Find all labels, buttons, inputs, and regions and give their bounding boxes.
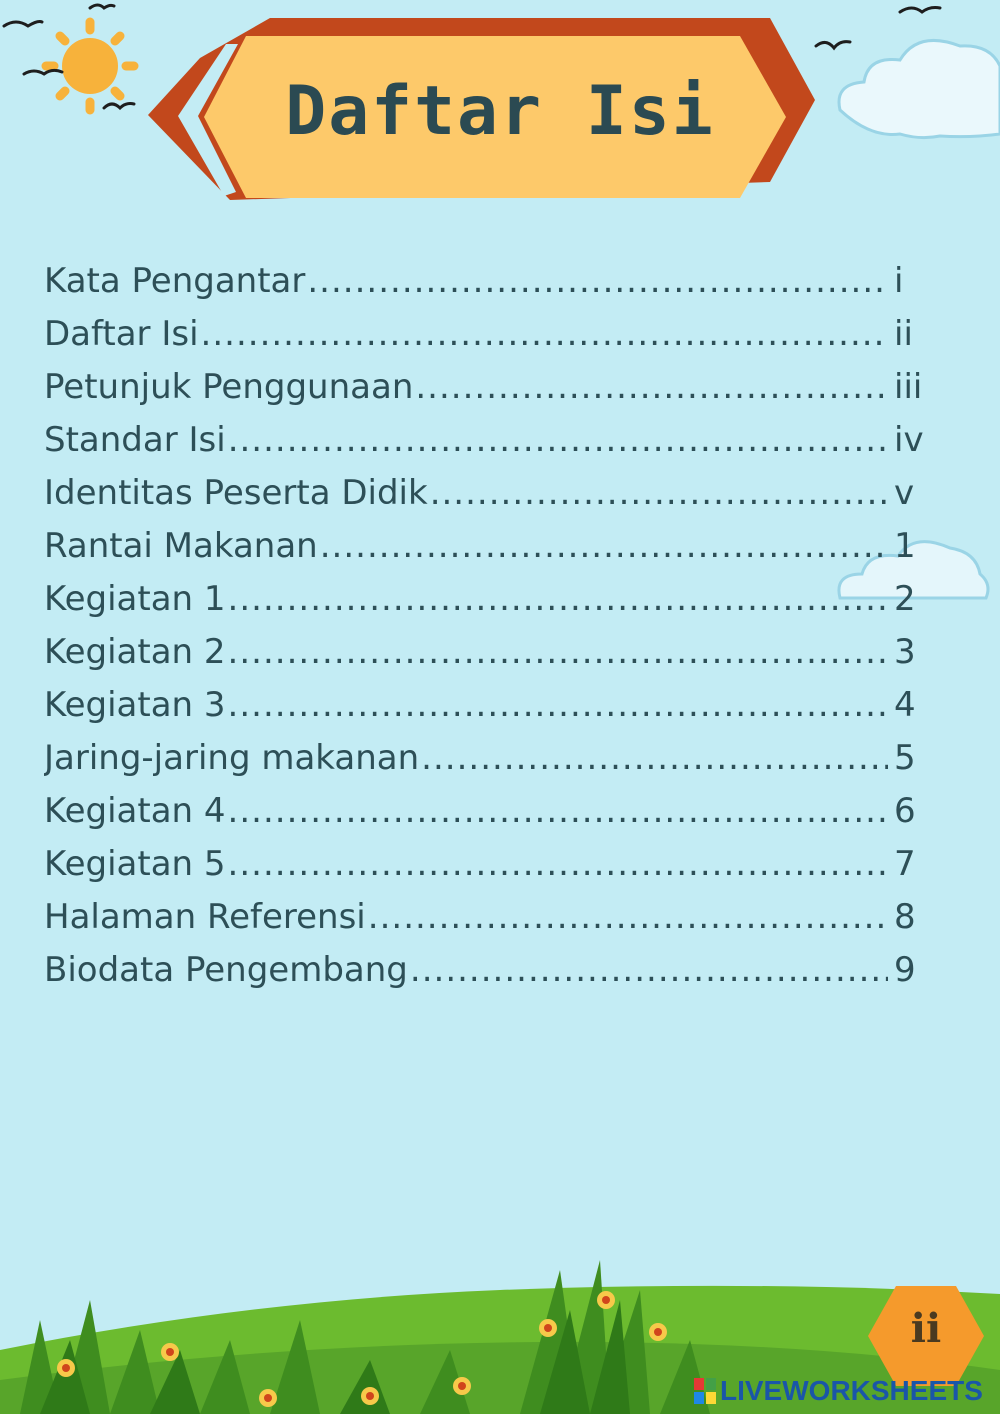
toc-page: 5 [894, 738, 916, 778]
page-title: Daftar Isi [285, 72, 715, 151]
toc-label: Kegiatan 3 [44, 685, 226, 725]
toc-label: Petunjuk Penggunaan [44, 367, 414, 407]
toc-entry[interactable] [44, 725, 924, 778]
brand-name: LIVEWORKSHEETS [720, 1375, 983, 1406]
brand-logo[interactable] [694, 1374, 983, 1408]
toc-entry[interactable] [44, 619, 924, 672]
leader-dots [415, 367, 888, 407]
leader-dots [228, 632, 888, 672]
toc-page: iv [894, 420, 924, 460]
toc-label: Daftar Isi [44, 314, 199, 354]
toc-page: 4 [894, 685, 916, 725]
leader-dots [410, 950, 888, 990]
leader-dots [430, 473, 888, 513]
leader-dots [228, 685, 888, 725]
toc-label: Identitas Peserta Didik [44, 473, 428, 513]
leader-dots [421, 738, 888, 778]
toc-entry[interactable] [44, 301, 924, 354]
toc-entry[interactable] [44, 937, 924, 990]
toc-entry[interactable] [44, 884, 924, 937]
toc-page: 7 [894, 844, 916, 884]
leader-dots [201, 314, 888, 354]
title-banner [0, 0, 1000, 230]
toc-entry[interactable] [44, 831, 924, 884]
toc-page: 2 [894, 579, 916, 619]
toc-label: Jaring-jaring makanan [44, 738, 420, 778]
toc-page: ii [894, 314, 913, 354]
toc-page: v [894, 473, 915, 513]
toc-label: Halaman Referensi [44, 897, 366, 937]
leader-dots [320, 526, 888, 566]
toc-page: 9 [894, 950, 916, 990]
toc-entry[interactable] [44, 407, 924, 460]
page-number: ii [910, 1305, 942, 1352]
toc-page: i [894, 261, 904, 301]
cloud-icon [839, 40, 1000, 137]
toc-entry[interactable] [44, 460, 924, 513]
toc-entry[interactable] [44, 354, 924, 407]
toc-page: 1 [894, 526, 916, 566]
toc-entry[interactable] [44, 672, 924, 725]
toc-page: 3 [894, 632, 916, 672]
sun-icon [46, 22, 134, 110]
toc-label: Kegiatan 4 [44, 791, 226, 831]
toc-page: iii [894, 367, 923, 407]
toc-label: Kegiatan 5 [44, 844, 226, 884]
toc-entry[interactable] [44, 778, 924, 831]
toc-label: Kegiatan 1 [44, 579, 226, 619]
leader-dots [228, 420, 888, 460]
toc-label: Rantai Makanan [44, 526, 318, 566]
liveworksheets-icon [694, 1378, 716, 1404]
toc-entry[interactable] [44, 513, 924, 566]
toc-label: Kata Pengantar [44, 261, 306, 301]
toc-page: 6 [894, 791, 916, 831]
toc-label: Biodata Pengembang [44, 950, 408, 990]
toc-entry[interactable] [44, 248, 924, 301]
toc-label: Standar Isi [44, 420, 226, 460]
toc-label: Kegiatan 2 [44, 632, 226, 672]
toc-entry[interactable] [44, 566, 924, 619]
leader-dots [228, 791, 888, 831]
leader-dots [228, 844, 888, 884]
table-of-contents [44, 248, 924, 990]
leader-dots [368, 897, 888, 937]
leader-dots [228, 579, 888, 619]
leader-dots [307, 261, 888, 301]
toc-page: 8 [894, 897, 916, 937]
